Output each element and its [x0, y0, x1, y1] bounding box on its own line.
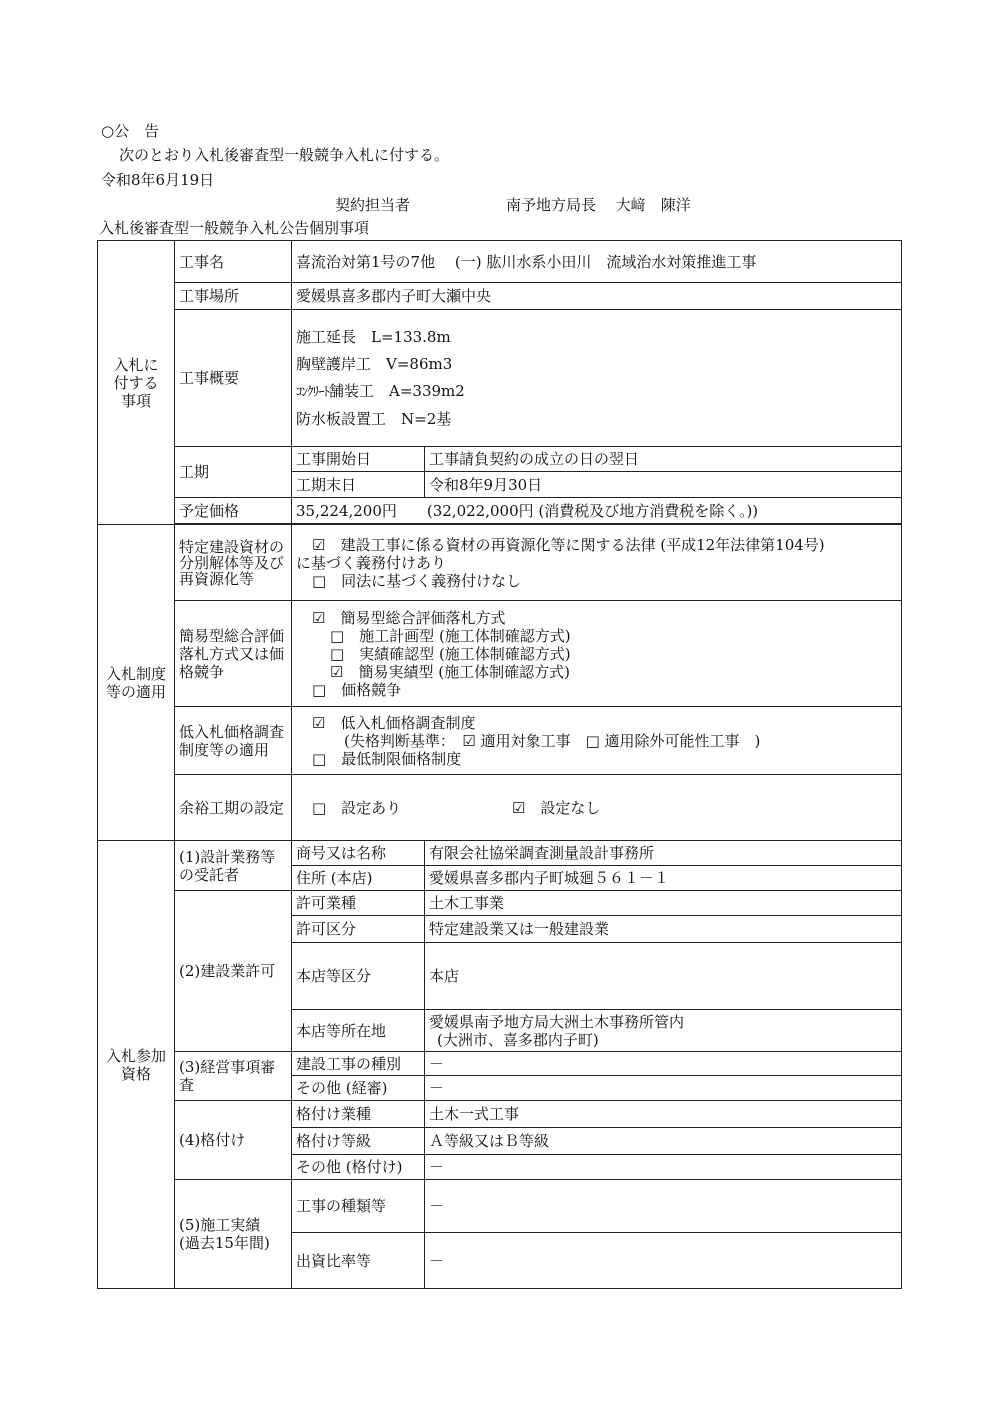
end-value: 令和8年9月30日 [425, 472, 902, 498]
table-row [98, 498, 902, 524]
start-value: 工事請負契約の成立の日の翌日 [425, 447, 902, 472]
spare-option-yes: □ 設定あり [312, 798, 402, 817]
design-name-label: 商号又は名称 [292, 841, 425, 866]
design-name: 有限会社協栄調査測量設計事務所 [425, 841, 902, 866]
recycle-label: 特定建設資材の分別解体等及び再資源化等 [175, 525, 292, 601]
evaluation-option: ☑ 簡易型総合評価落札方式 [312, 608, 506, 627]
license-type-label: 許可業種 [292, 891, 425, 916]
table-row [98, 1052, 902, 1076]
work-name-label: 工事名 [175, 241, 292, 283]
table-row [98, 525, 902, 601]
notice-heading: ○公 告 [101, 122, 160, 140]
spare-period-options [292, 775, 902, 841]
summary-line: 胸壁護岸工 V=86m3 [296, 354, 453, 373]
license-type: 土木工事業 [425, 891, 902, 916]
section-qualification: 入札参加 資格 [98, 841, 175, 1289]
work-summary-label: 工事概要 [175, 310, 292, 447]
low-bid-criteria: (失格判断基準： ☑ 適用対象工事 □ 適用除外可能性工事 ) [344, 731, 761, 750]
summary-line: 施工延長 L=133.8m [296, 327, 451, 346]
recycle-option-cont: に基づく義務付けあり [296, 553, 447, 572]
table-row [98, 891, 902, 916]
section-bid: 入札に 付する 事項 [98, 241, 175, 525]
recycle-option-unchecked: □ 同法に基づく義務付けなし [312, 571, 522, 590]
record-kind-label: 工事の種類等 [292, 1180, 425, 1233]
license-class-label: 許可区分 [292, 916, 425, 943]
rank-grade: Ａ等級又はＢ等級 [425, 1128, 902, 1155]
office-location [425, 1010, 902, 1052]
summary-line-prefix: ｺﾝｸﾘｰﾄ [296, 384, 329, 400]
summary-line [296, 378, 897, 406]
price-label: 予定価格 [175, 498, 292, 524]
rank-other-label: その他 (格付け) [292, 1155, 425, 1180]
table-row [98, 447, 902, 472]
table-row [98, 283, 902, 310]
record-label [175, 1180, 292, 1289]
table-row [98, 241, 902, 283]
office-type: 本店 [425, 943, 902, 1010]
contract-role: 契約担当者 [335, 196, 411, 214]
rank-other: － [425, 1155, 902, 1180]
start-label: 工事開始日 [292, 447, 425, 472]
low-bid-option: ☑ 低入札価格調査制度 [312, 713, 476, 732]
evaluation-option: □ 実績確認型 (施工体制確認方式) [330, 644, 571, 663]
office-location-label: 本店等所在地 [292, 1010, 425, 1052]
contract-person: 南予地方局長 大﨑 陳洋 [506, 196, 691, 214]
record-ratio: － [425, 1233, 902, 1289]
recycle-option-checked: ☑ 建設工事に係る資材の再資源化等に関する法律 (平成12年法律第104号) [312, 535, 825, 554]
end-label: 工期末日 [292, 472, 425, 498]
design-label: (1)設計業務等の受託者 [175, 841, 292, 891]
license-class: 特定建設業又は一般建設業 [425, 916, 902, 943]
design-address-label: 住所 (本店) [292, 866, 425, 891]
section-system: 入札制度 等の適用 [98, 525, 175, 841]
summary-line-text: 舗装工 A=339m2 [329, 381, 465, 400]
record-label-line: (5)施工実績 [179, 1216, 261, 1234]
intro-text: 次のとおり入札後審査型一般競争入札に付する。 [119, 146, 450, 164]
rank-label: (4)格付け [175, 1101, 292, 1180]
work-name: 喜流治対第1号の7他 (一) 肱川水系小田川 流域治水対策推進工事 [292, 241, 902, 283]
license-label: (2)建設業許可 [175, 891, 292, 1052]
price-value: 35,224,200円 (32,022,000円 (消費税及び地方消費税を除く。)) [292, 498, 902, 524]
audit-kind: － [425, 1052, 902, 1076]
table-row [98, 775, 902, 841]
table-row [98, 707, 902, 775]
audit-kind-label: 建設工事の種別 [292, 1052, 425, 1076]
evaluation-option: ☑ 簡易実績型 (施工体制確認方式) [330, 662, 570, 681]
recycle-options [292, 525, 902, 601]
work-place-label: 工事場所 [175, 283, 292, 310]
table-row [98, 841, 902, 866]
low-bid-label: 低入札価格調査制度等の適用 [175, 707, 292, 775]
spare-period-label: 余裕工期の設定 [175, 775, 292, 841]
rank-kind: 土木一式工事 [425, 1101, 902, 1128]
rank-kind-label: 格付け業種 [292, 1101, 425, 1128]
office-location-line: (大洲市、喜多郡内子町) [437, 1030, 599, 1049]
work-summary [292, 310, 902, 447]
evaluation-options [292, 601, 902, 707]
work-place: 愛媛県喜多郡内子町大瀬中央 [292, 283, 902, 310]
record-kind: － [425, 1180, 902, 1233]
summary-line: 防水板設置工 N=2基 [296, 409, 452, 428]
table-row [98, 310, 902, 447]
spare-option-no: ☑ 設定なし [511, 798, 601, 817]
office-type-label: 本店等区分 [292, 943, 425, 1010]
period-label: 工期 [175, 447, 292, 498]
evaluation-option: □ 価格競争 [312, 680, 402, 699]
document-subtitle: 入札後審査型一般競争入札公告個別事項 [99, 219, 370, 237]
audit-other-label: その他 (経審) [292, 1076, 425, 1101]
low-bid-options [292, 707, 902, 775]
notice-table [97, 240, 902, 1289]
record-label-line: (過去15年間) [179, 1234, 270, 1252]
rank-grade-label: 格付け等級 [292, 1128, 425, 1155]
table-row [98, 1180, 902, 1233]
evaluation-label: 簡易型総合評価落札方式又は価格競争 [175, 601, 292, 707]
evaluation-option: □ 施工計画型 (施工体制確認方式) [330, 626, 571, 645]
office-location-line: 愛媛県南予地方局大洲土木事務所管内 [429, 1012, 685, 1031]
audit-label: (3)経営事項審査 [175, 1052, 292, 1101]
notice-date: 令和8年6月19日 [101, 171, 215, 189]
record-ratio-label: 出資比率等 [292, 1233, 425, 1289]
design-address: 愛媛県喜多郡内子町城廻５６１－１ [425, 866, 902, 891]
table-row [98, 1101, 902, 1128]
table-row [98, 601, 902, 707]
low-bid-option: □ 最低制限価格制度 [312, 749, 462, 768]
audit-other: － [425, 1076, 902, 1101]
